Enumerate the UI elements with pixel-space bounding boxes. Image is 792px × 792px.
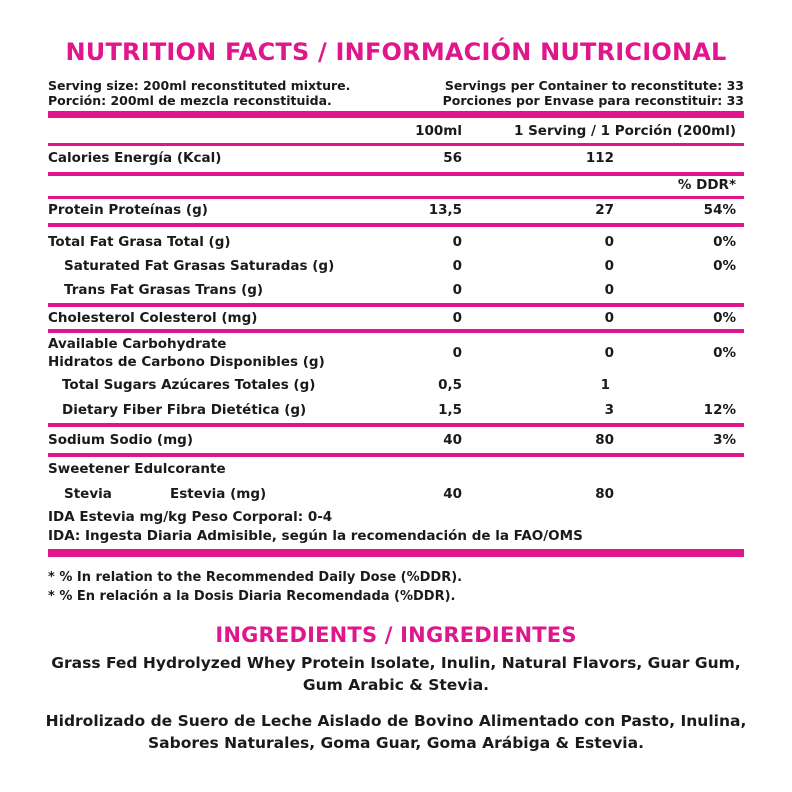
divider-thick <box>48 549 744 557</box>
label-en: Available Carbohydrate <box>48 336 227 352</box>
servings-per-container-es: Porciones por Envase para reconstituir: 33 <box>442 93 744 108</box>
row-trans-fat <box>48 282 744 304</box>
value-serving: 0 <box>604 282 614 298</box>
divider <box>48 196 744 199</box>
value-ddr: 0% <box>713 310 736 326</box>
value-ddr: 0% <box>713 234 736 250</box>
value-serving: 1 <box>600 377 610 393</box>
label-en: Stevia <box>64 486 112 502</box>
value-serving: 0 <box>604 310 614 326</box>
label: Protein Proteínas (g) <box>48 202 208 218</box>
row-calories <box>48 150 744 172</box>
serving-size-es: Porción: 200ml de mezcla reconstituida. <box>48 93 332 108</box>
label: Total Sugars Azúcares Totales (g) <box>62 377 316 393</box>
value-serving: 3 <box>604 402 614 418</box>
label: Total Fat Grasa Total (g) <box>48 234 231 250</box>
divider <box>48 223 744 227</box>
label-es: Hidratos de Carbono Disponibles (g) <box>48 354 325 370</box>
value-ddr: 0% <box>713 345 736 361</box>
ingredients-title: INGREDIENTS / INGREDIENTES <box>215 623 577 647</box>
value-serving: 80 <box>595 432 614 448</box>
ida-line-1: IDA Estevia mg/kg Peso Corporal: 0-4 <box>48 509 333 525</box>
value-serving: 27 <box>595 202 614 218</box>
servings-per-container-en: Servings per Container to reconstitute: 33 <box>444 78 744 93</box>
ida-line-2: IDA: Ingesta Diaria Admisible, según la recomendación de la FAO/OMS <box>48 528 583 544</box>
serving-size-en: Serving size: 200ml reconstituted mixture. <box>48 78 351 93</box>
label: Trans Fat Grasas Trans (g) <box>64 282 264 298</box>
value-serving: 112 <box>585 150 614 166</box>
value-serving: 0 <box>604 258 614 274</box>
column-header-row <box>48 123 744 145</box>
value-ddr: 54% <box>703 202 736 218</box>
label: Dietary Fiber Fibra Dietética (g) <box>62 402 307 418</box>
value-ddr: 12% <box>703 402 736 418</box>
value-100ml: 40 <box>443 432 462 448</box>
value-serving: 0 <box>604 234 614 250</box>
value-100ml: 1,5 <box>438 402 462 418</box>
footnote-es: * % En relación a la Dosis Diaria Recomendada (%DDR). <box>48 589 456 604</box>
value-100ml: 40 <box>443 486 462 502</box>
label: Calories Energía (Kcal) <box>48 150 222 166</box>
nutrition-title: NUTRITION FACTS / INFORMACIÓN NUTRICIONAL <box>65 38 727 66</box>
row-sweetener <box>48 461 744 483</box>
column-header-ddr: % DDR* <box>677 177 736 193</box>
label: Cholesterol Colesterol (mg) <box>48 310 258 326</box>
value-ddr: 0% <box>713 258 736 274</box>
divider <box>48 453 744 457</box>
value-100ml: 0 <box>452 310 462 326</box>
row-saturated-fat <box>48 258 744 280</box>
label: Sweetener Edulcorante <box>48 461 226 477</box>
row-total-fat <box>48 234 744 256</box>
row-protein <box>48 202 744 224</box>
divider <box>48 423 744 427</box>
ingredients-en: Grass Fed Hydrolyzed Whey Protein Isolate, Inulin, Natural Flavors, Guar Gum, Gum Arabic & Stevia. <box>51 654 741 694</box>
ingredients-es: Hidrolizado de Suero de Leche Aislado de Bovino Alimentado con Pasto, Inulina, Sabores Naturales, Goma Guar, Goma Arábiga & Estevia. <box>45 712 747 752</box>
column-header-100ml: 100ml <box>415 123 462 139</box>
value-100ml: 0 <box>452 282 462 298</box>
divider <box>48 303 744 307</box>
label: Saturated Fat Grasas Saturadas (g) <box>64 258 335 274</box>
divider <box>48 143 744 146</box>
divider <box>48 329 744 333</box>
label: Sodium Sodio (mg) <box>48 432 193 448</box>
value-100ml: 0,5 <box>438 377 462 393</box>
value-serving: 0 <box>604 345 614 361</box>
value-100ml: 0 <box>452 234 462 250</box>
row-total-sugars <box>48 377 744 399</box>
column-header-serving: 1 Serving / 1 Porción (200ml) <box>513 123 736 139</box>
value-100ml: 0 <box>452 345 462 361</box>
divider-thick <box>48 111 744 118</box>
footnote-en: * % In relation to the Recommended Daily Dose (%DDR). <box>48 570 463 585</box>
label-es: Estevia (mg) <box>170 486 267 502</box>
value-ddr: 3% <box>713 432 736 448</box>
value-100ml: 56 <box>443 150 462 166</box>
value-100ml: 13,5 <box>428 202 462 218</box>
row-carbohydrate <box>48 336 744 376</box>
value-100ml: 0 <box>452 258 462 274</box>
row-stevia <box>48 486 744 508</box>
divider <box>48 172 744 176</box>
row-sodium <box>48 432 744 454</box>
row-dietary-fiber <box>48 402 744 424</box>
value-serving: 80 <box>595 486 614 502</box>
